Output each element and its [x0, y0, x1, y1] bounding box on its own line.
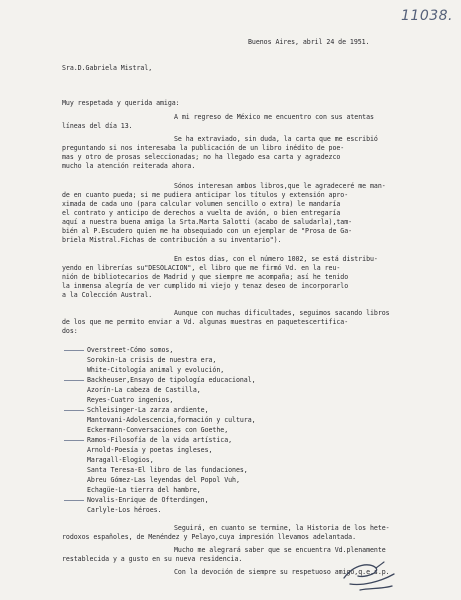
paragraph-4-line: yendo en librerías su"DESOLACION", el libro que me firmó Vd. en la reu-: [62, 264, 341, 272]
book-item: Reyes-Cuatro ingenios,: [87, 396, 174, 404]
pencil-mark: [64, 350, 84, 351]
book-item: Azorín-La cabeza de Castilla,: [87, 386, 201, 394]
letter-date: Buenos Aires, abril 24 de 1951.: [248, 38, 370, 46]
book-item: Backheuser,Ensayo de tipología educacional,: [87, 376, 256, 384]
pencil-mark: [64, 500, 84, 501]
paragraph-1-line: A mi regreso de México me encuentro con sus atentas: [174, 113, 374, 121]
pencil-mark: [64, 440, 84, 441]
addressee: Sra.D.Gabriela Mistral,: [62, 64, 153, 72]
paragraph-3-line: de en cuanto pueda; si me pudiera anticipar los títulos y extensión apro-: [62, 191, 349, 199]
pencil-mark: [64, 410, 84, 411]
paragraph-4-line: En estos días, con el número 1002, se está distribu-: [174, 255, 378, 263]
paragraph-3-line: bién al P.Escudero quien me ha obsequiado con un ejemplar de "Prosa de Ga-: [62, 227, 353, 235]
paragraph-3-line: aquí a nuestra buena amiga la Srta.Marta Salotti (acabo de saludarla),tam-: [62, 218, 353, 226]
paragraph-4-line: a la Colección Austral.: [62, 291, 153, 299]
book-item: Schleisinger-La zarza ardiente,: [87, 406, 209, 414]
book-item: Echagüe-La tierra del hambre,: [87, 486, 201, 494]
paragraph-3-line: el contrato y anticipo de derechos a vuelta de avión, o bien entregaría: [62, 209, 341, 217]
paragraph-2-line: Se ha extraviado, sin duda, la carta que me escribió: [174, 135, 378, 143]
paragraph-6-line: rodoxos españoles, de Menéndez y Pelayo,cuya impresión llevamos adelantada.: [62, 533, 356, 541]
book-item: Arnold-Poesía y poetas ingleses,: [87, 446, 213, 454]
closing-line: Con la devoción de siempre su respetuoso amigo,q.e.s.p.: [174, 568, 390, 576]
book-item: Ramos-Filosofía de la vida artística,: [87, 436, 233, 444]
handwritten-signature: [340, 556, 400, 596]
paragraph-7-line: Mucho me alegrará saber que se encuentra Vd.plenamente: [174, 546, 386, 554]
salutation: Muy respetada y querida amiga:: [62, 99, 180, 107]
paragraph-5-line: de los que me permito enviar a Vd. algunas muestras en paquetescertifica-: [62, 318, 349, 326]
book-item: Carlyle-Los héroes.: [87, 506, 162, 514]
paragraph-3-line: ximada de cada uno (para calcular volumen sencillo o extra) le mandaría: [62, 200, 341, 208]
paragraph-7-line: restablecida y a gusto en su nueva residencia.: [62, 555, 243, 563]
paragraph-3-line: Sónos interesan ambos libros,que le agradeceré me man-: [174, 182, 386, 190]
paragraph-4-line: nión de bibliotecarios de Madrid y que siempre me acompaña; así he tenido: [62, 273, 349, 281]
book-item: Novalis-Enrique de Ofterdingen,: [87, 496, 209, 504]
book-item: Eckermann-Conversaciones con Goethe,: [87, 426, 229, 434]
archive-number: 11038.: [401, 8, 453, 24]
book-item: Maragall-Elogios,: [87, 456, 154, 464]
paragraph-6-line: Seguirá, en cuanto se termine, la Historia de los hete-: [174, 524, 390, 532]
paragraph-2-line: preguntando si nos interesaba la publicación de un libro inédito de poe-: [62, 144, 345, 152]
book-item: Sorokin-La crisis de nuestra era,: [87, 356, 217, 364]
paragraph-4-line: la inmensa alegría de ver cumplido mi viejo y tenaz deseo de incorporarlo: [62, 282, 349, 290]
paragraph-5-line: Aunque con muchas dificultades, seguimos sacando libros: [174, 309, 390, 317]
paragraph-1-line: líneas del día 13.: [62, 122, 133, 130]
book-item: Santa Teresa-El libro de las fundaciones,: [87, 466, 248, 474]
pencil-mark: [64, 380, 84, 381]
paragraph-2-line: mas y otro de prosas seleccionadas; no ha llegado esa carta y agradezco: [62, 153, 341, 161]
book-item: Mantovani-Adolescencia,formación y cultura,: [87, 416, 256, 424]
book-item: White-Citología animal y evolución,: [87, 366, 225, 374]
paragraph-5-line: dos:: [62, 327, 78, 335]
paragraph-3-line: briela Mistral.Fichas de contribución a su inventario").: [62, 236, 282, 244]
book-item: Abreu Gómez-Las leyendas del Popol Vuh,: [87, 476, 240, 484]
paragraph-2-line: mucho la atención reiterada ahora.: [62, 162, 196, 170]
book-item: Overstreet-Cómo somos,: [87, 346, 174, 354]
